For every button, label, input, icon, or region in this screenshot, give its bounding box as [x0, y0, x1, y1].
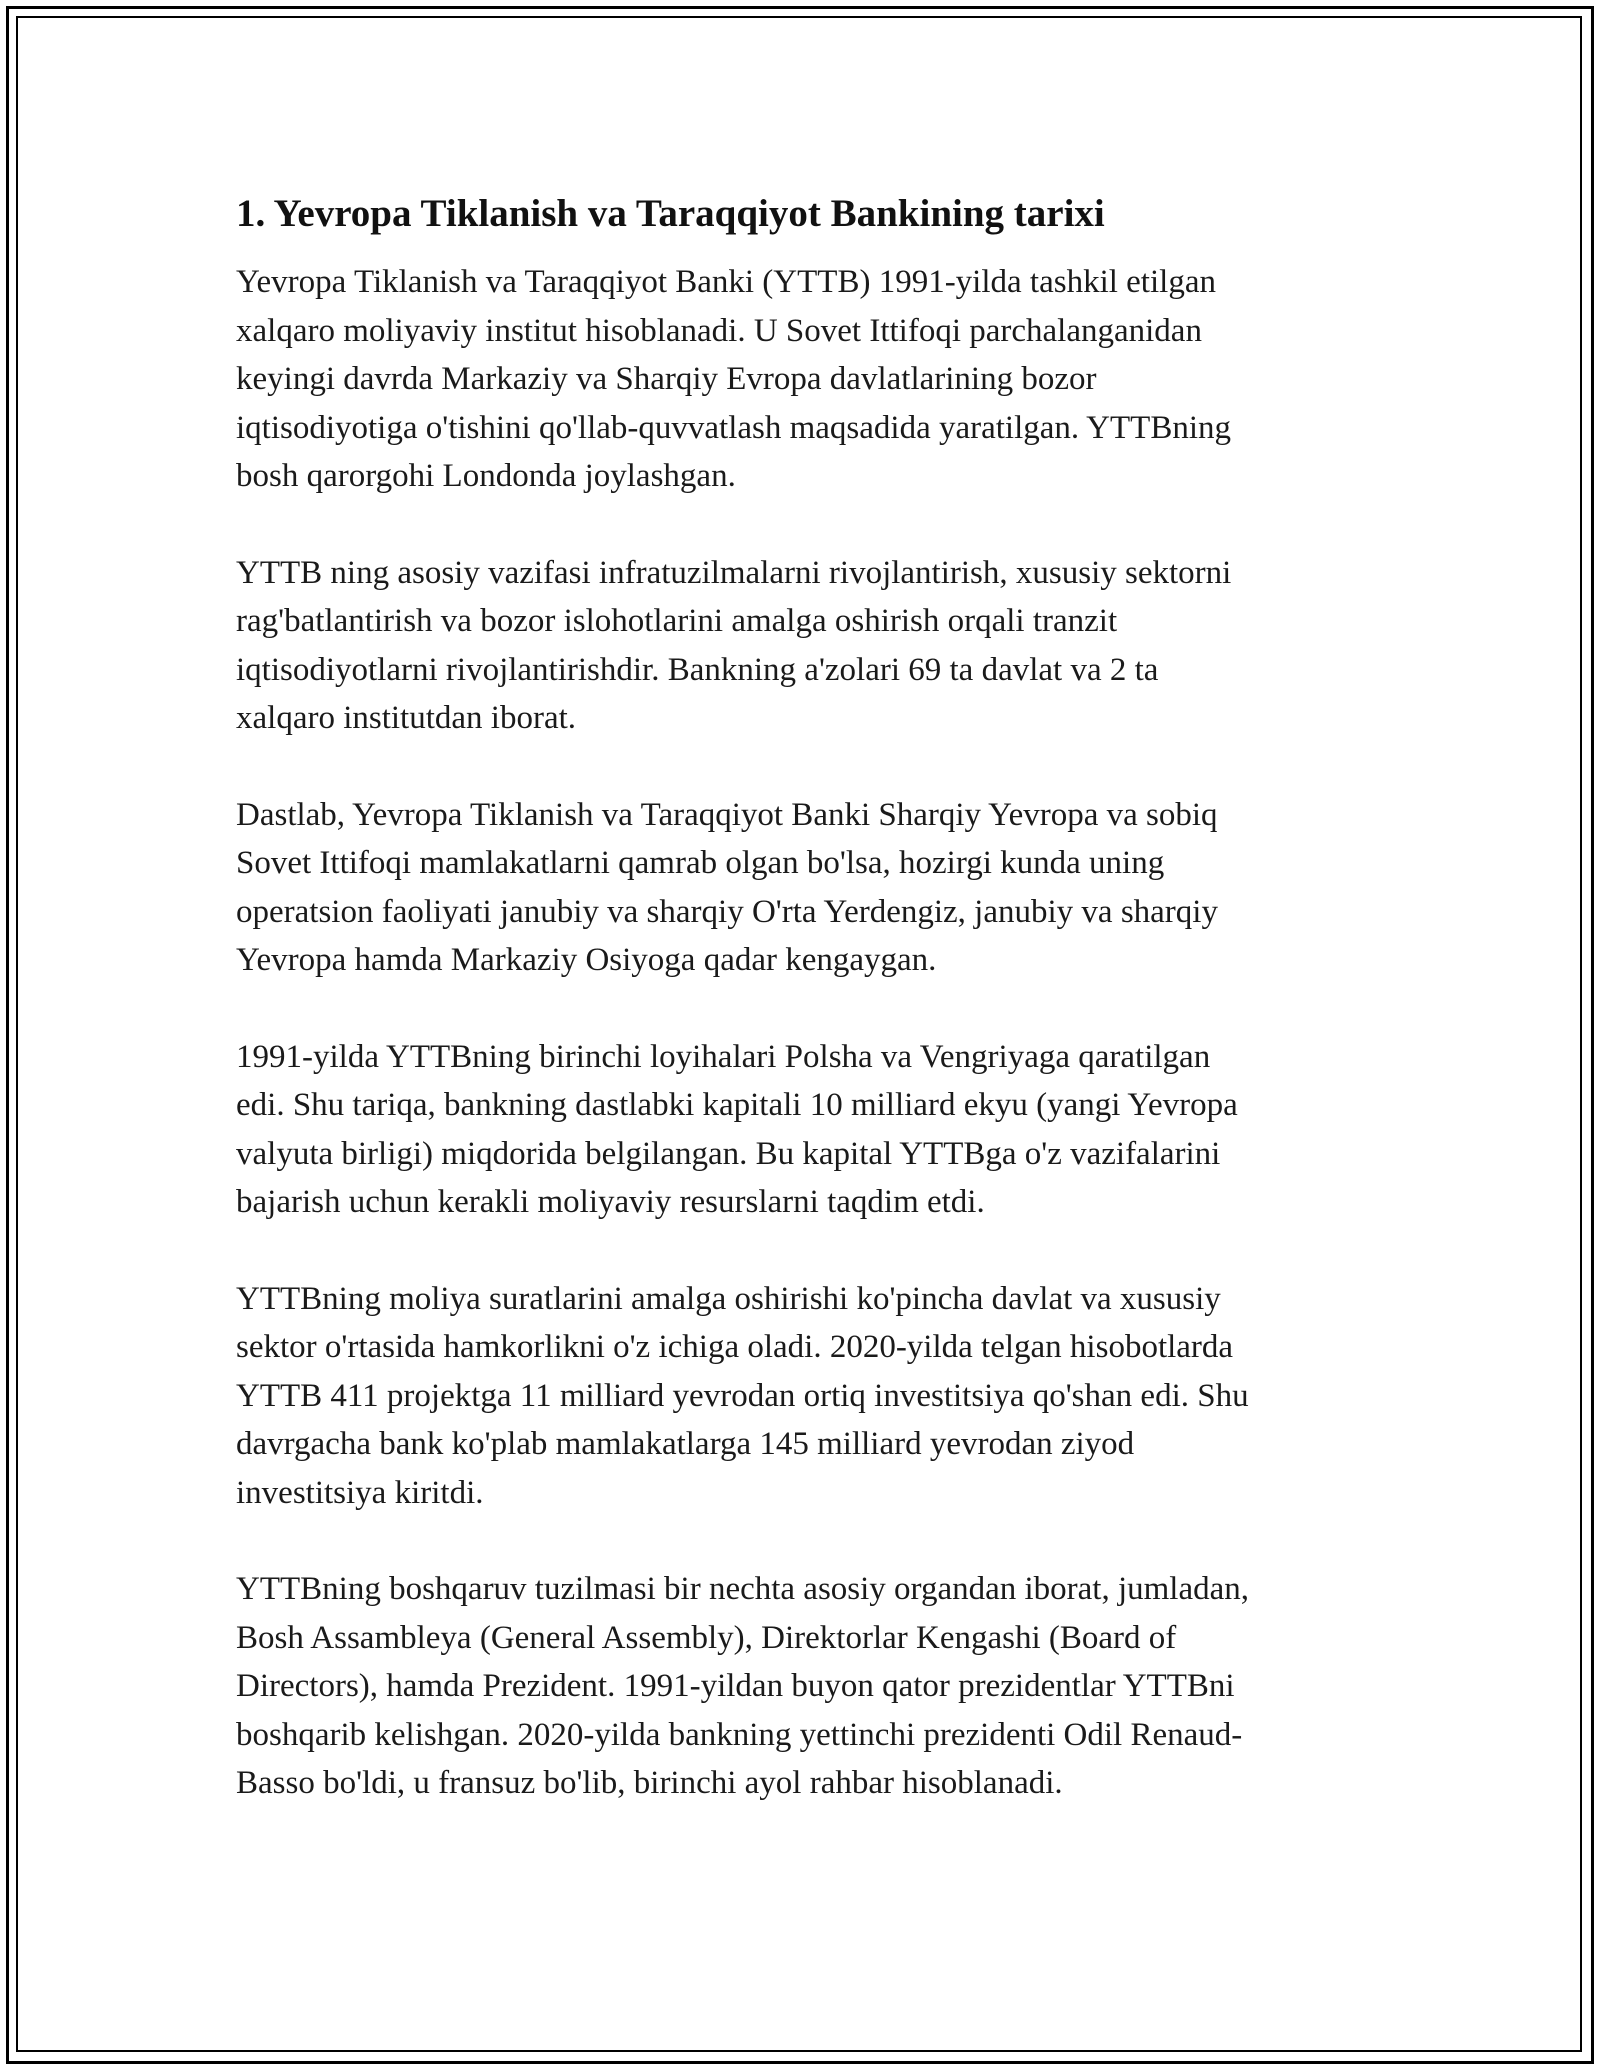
paragraph-line: boshqarib kelishgan. 2020-yilda bankning yettinchi prezidenti Odil Renaud-	[236, 1716, 1243, 1753]
paragraph	[236, 791, 1396, 985]
paragraph-line: rag'batlantirish va bozor islohotlarini amalga oshirish orqali tranzit	[236, 603, 1118, 639]
paragraph-line: Yevropa Tiklanish va Taraqqiyot Banki (YTTB) 1991-yilda tashkil etilgan	[236, 264, 1216, 300]
paragraph-line: YTTBning moliya suratlarini amalga oshirishi ko'pincha davlat va xususiy	[236, 1280, 1221, 1317]
paragraph-line: valyuta birligi) miqdorida belgilangan. Bu kapital YTTBga o'z vazifalarini	[236, 1135, 1221, 1172]
paragraph-line: Sovet Ittifoqi mamlakatlarni qamrab olgan bo'lsa, hozirgi kunda uning	[236, 845, 1165, 881]
paragraph-line: xalqaro moliyaviy institut hisoblanadi. U Sovet Ittifoqi parchalanganidan	[236, 312, 1202, 349]
paragraph-line: iqtisodiyotlarni rivojlantirishdir. Bankning a'zolari 69 ta davlat va 2 ta	[236, 651, 1159, 688]
document-title: 1. Yevropa Tiklanish va Taraqqiyot Bankining tarixi	[236, 192, 1105, 235]
paragraph-line: Yevropa hamda Markaziy Osiyoga qadar kengaygan.	[236, 942, 937, 978]
paragraph-line: xalqaro institutdan iborat.	[236, 700, 577, 736]
paragraph-line: Bosh Assambleya (General Assembly), Direktorlar Kengashi (Board of	[236, 1619, 1177, 1656]
paragraph-line: operatsion faoliyati janubiy va sharqiy O'rta Yerdengiz, janubiy va sharqiy	[236, 893, 1218, 930]
paragraph-line: davrgacha bank ko'plab mamlakatlarga 145 milliard yevrodan ziyod	[236, 1426, 1135, 1462]
paragraph-line: investitsiya kiritdi.	[236, 1474, 484, 1511]
document-body	[236, 188, 1396, 1856]
paragraph-line: Directors), hamda Prezident. 1991-yildan buyon qator prezidentlar YTTBni	[236, 1668, 1235, 1704]
paragraph	[236, 1565, 1396, 1808]
paragraph-list	[236, 258, 1396, 1808]
paragraph	[236, 258, 1396, 501]
paragraph-line: YTTBning boshqaruv tuzilmasi bir nechta asosiy organdan iborat, jumladan,	[236, 1571, 1250, 1607]
paragraph-line: YTTB ning asosiy vazifasi infratuzilmalarni rivojlantirish, xususiy sektorni	[236, 554, 1232, 591]
paragraph-line: Basso bo'ldi, u fransuz bo'lib, birinchi ayol rahbar hisoblanadi.	[236, 1765, 1063, 1801]
paragraph-line: YTTB 411 projektga 11 milliard yevrodan ortiq investitsiya qo'shan edi. Shu	[236, 1377, 1249, 1414]
paragraph-line: Dastlab, Yevropa Tiklanish va Taraqqiyot Banki Sharqiy Yevropa va sobiq	[236, 796, 1218, 833]
paragraph-line: bajarish uchun kerakli moliyaviy resurslarni taqdim etdi.	[236, 1184, 985, 1220]
paragraph-line: sektor o'rtasida hamkorlikni o'z ichiga oladi. 2020-yilda telgan hisobotlarda	[236, 1329, 1234, 1365]
paragraph-line: bosh qarorgohi Londonda joylashgan.	[236, 458, 736, 494]
paragraph-line: keyingi davrda Markaziy va Sharqiy Evropa davlatlarining bozor	[236, 361, 1097, 397]
paragraph-line: edi. Shu tariqa, bankning dastlabki kapitali 10 milliard ekyu (yangi Yevropa	[236, 1087, 1238, 1123]
paragraph-line: 1991-yilda YTTBning birinchi loyihalari Polsha va Vengriyaga qaratilgan	[236, 1038, 1211, 1075]
paragraph	[236, 1033, 1396, 1227]
paragraph-line: iqtisodiyotiga o'tishini qo'llab-quvvatlash maqsadida yaratilgan. YTTBning	[236, 409, 1232, 446]
paragraph	[236, 549, 1396, 743]
paragraph	[236, 1275, 1396, 1518]
